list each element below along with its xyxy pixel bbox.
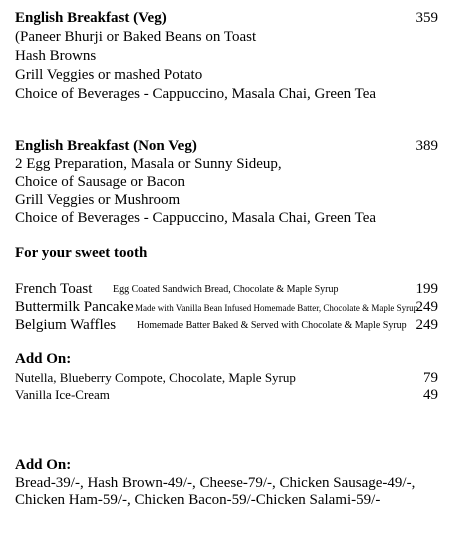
veg-breakfast-line: (Paneer Bhurji or Baked Beans on Toast <box>15 29 257 45</box>
addon-item-name: Nutella, Blueberry Compote, Chocolate, Maple Syrup <box>15 370 296 385</box>
addon-heading: Add On: <box>15 351 72 367</box>
addon-item-price: 79 <box>423 370 438 386</box>
sweet-item-name: Belgium Waffles <box>15 317 117 333</box>
sweet-item-price: 249 <box>415 317 438 333</box>
veg-breakfast-price: 359 <box>415 10 438 26</box>
nonveg-breakfast-line: Choice of Beverages - Cappuccino, Masala Chai, Green Tea <box>15 210 377 226</box>
addon-item-price: 49 <box>423 387 438 403</box>
nonveg-breakfast-line: Grill Veggies or Mushroom <box>15 192 181 208</box>
sweet-item-desc: Egg Coated Sandwich Bread, Chocolate & Maple Syrup <box>113 284 339 295</box>
veg-breakfast-line: Grill Veggies or mashed Potato <box>15 67 203 83</box>
sweet-heading: For your sweet tooth <box>15 245 148 261</box>
addon-extras-line: Chicken Ham-59/-, Chicken Bacon-59/-Chicken Salami-59/- <box>15 492 381 508</box>
nonveg-breakfast-title: English Breakfast (Non Veg) <box>15 138 197 154</box>
sweet-item-desc: Homemade Batter Baked & Served with Chocolate & Maple Syrup <box>137 320 407 331</box>
veg-breakfast-line: Choice of Beverages - Cappuccino, Masala Chai, Green Tea <box>15 86 377 102</box>
sweet-item-price: 199 <box>415 281 438 297</box>
addon-extras-line: Bread-39/-, Hash Brown-49/-, Cheese-79/-, Chicken Sausage-49/-, <box>15 475 416 491</box>
nonveg-breakfast-price: 389 <box>415 138 438 154</box>
nonveg-breakfast-line: Choice of Sausage or Bacon <box>15 174 185 190</box>
sweet-item-price: 249 <box>415 299 438 315</box>
addon-extras-heading: Add On: <box>15 457 72 473</box>
addon-item-name: Vanilla Ice-Cream <box>15 387 110 402</box>
sweet-item-name: Buttermilk Pancake <box>15 299 134 315</box>
sweet-item-desc: Made with Vanilla Bean Infused Homemade Batter, Chocolate & Maple Syrup <box>135 303 419 313</box>
nonveg-breakfast-line: 2 Egg Preparation, Masala or Sunny Sideup, <box>15 156 282 172</box>
veg-breakfast-line: Hash Browns <box>15 48 97 64</box>
veg-breakfast-title: English Breakfast (Veg) <box>15 10 167 26</box>
sweet-item-name: French Toast <box>15 281 93 297</box>
